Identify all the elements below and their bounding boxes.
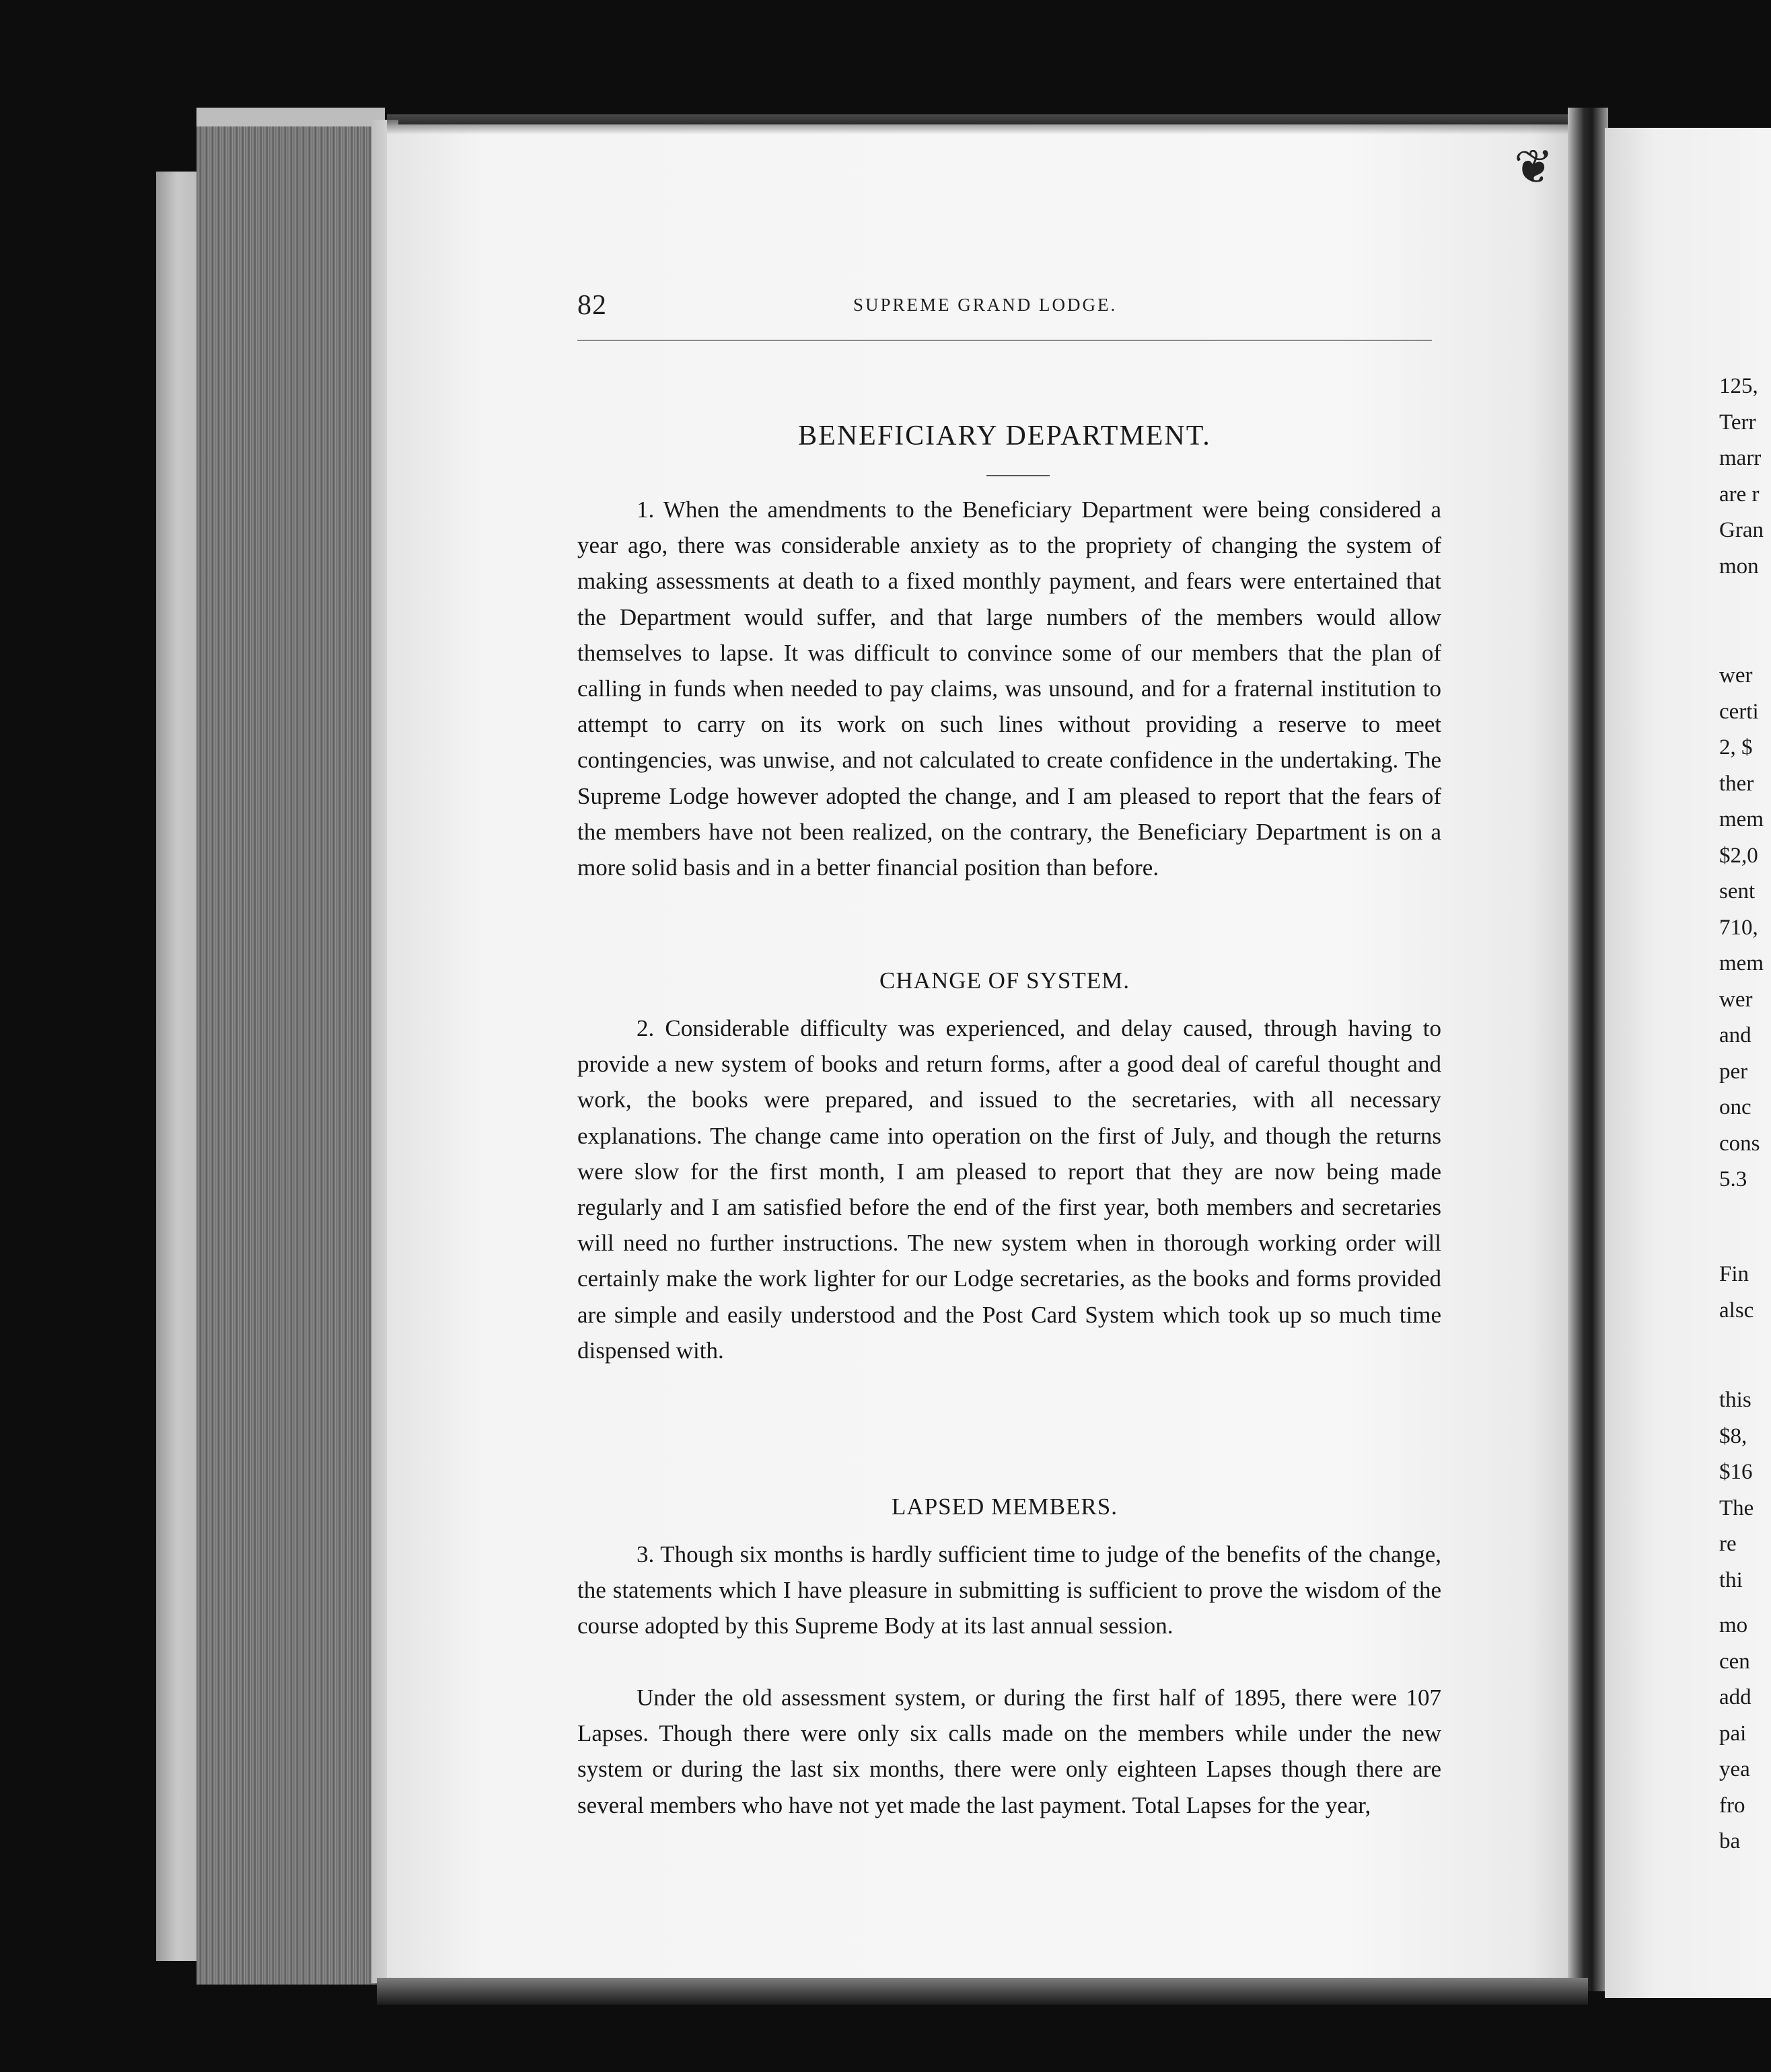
section-body [577,492,1441,885]
subheading-lapsed-members: LAPSED MEMBERS. [892,1493,1118,1520]
paragraph: 1. When the amendments to the Beneficiary Department were being considered a year ago, there was considerable anxiety as to the propriety of changing the system of making assessments at death to a fixed monthly payment, and fears were entertained that the Department would suffer, and that large numbers of the members would allow themselves to lapse. It was difficult to convince some of our members that the plan of calling in funds when needed to pay claims, was unsound, and for a fraternal institution to attempt to carry on its work on such lines without providing a reserve to meet contingencies, was unwise, and not calculated to create confidence in the undertaking. The Supreme Lodge however adopted the change, and I am pleased to report that the fears of the members have not been realized, on the contrary, the Beneficiary Department is on a more solid basis and in a better financial position than before. [577,496,1441,881]
fragment-line: Terr [1719,410,1756,435]
page-bottom-shadow [377,1978,1588,2005]
fragment-line: onc [1719,1095,1751,1119]
fragment-line: cons [1719,1131,1760,1156]
fragment-line: 5.3 [1719,1167,1747,1191]
fragment-line: Fin [1719,1262,1749,1286]
fragment-line: alsc [1719,1298,1754,1323]
fragment-line: fro [1719,1793,1745,1818]
fragment-line: Gran [1719,518,1764,542]
fragment-line: re [1719,1532,1737,1556]
fragment-line: yea [1719,1757,1750,1781]
paragraph: Under the old assessment system, or during the first half of 1895, there were 107 Lapses. Though there were only six calls made on the members while under the new system or during the last six months, there were only eighteen Lapses though there are several members who have not yet made the last payment. Total Lapses for the year, [577,1685,1441,1818]
section-heading: BENEFICIARY DEPARTMENT. [798,420,1211,451]
running-head [577,289,1432,330]
fragment-line: $8, [1719,1423,1747,1448]
fragment-line: 710, [1719,915,1758,940]
fragment-line: this [1719,1388,1751,1412]
facing-page-fragment [1719,1382,1771,1598]
paragraph: 2. Considerable difficulty was experienced, and delay caused, through having to provide a new system of books and return forms, after a good deal of careful thought and work, the books were prepared, and issued to the secretaries, with all necessary explanations. The change came into operation on the first of July, and though the returns were slow for the first month, I am pleased to report that they are now being made regularly and I am satisfied before the end of the first year, both members and secretaries will need no further instructions. The new system when in thorough working order will certainly make the work lighter for our Lodge secretaries, as the books and forms provided are simple and easily understood and the Post Card System which took up so much time dispensed with. [577,1015,1441,1364]
fragment-line: wer [1719,987,1753,1012]
book-page-stack [196,108,385,1985]
fragment-line: certi [1719,699,1759,724]
head-rule [577,340,1432,341]
fragment-line: 125, [1719,374,1758,398]
facing-page-fragment [1719,1257,1771,1329]
section-body [577,1010,1441,1368]
fragment-line: mem [1719,951,1764,975]
fragment-line: mon [1719,554,1759,579]
fragment-line: wer [1719,663,1753,688]
fragment-line: $2,0 [1719,843,1758,868]
page-stack-top [196,108,385,126]
fragment-line: The [1719,1495,1754,1520]
section-body [577,1680,1441,1823]
fragment-line: pai [1719,1721,1747,1746]
fragment-line: mem [1719,807,1764,831]
facing-page-fragment [1719,1608,1771,1860]
clip-mark-icon: ❦ [1514,142,1554,194]
fragment-line: add [1719,1685,1751,1709]
fragment-line: are r [1719,482,1760,507]
facing-page-fragment [1719,369,1771,585]
fragment-line: ba [1719,1829,1741,1853]
fragment-line: per [1719,1059,1748,1084]
fragment-line: 2, $ [1719,735,1753,760]
facing-page-fragment [1719,658,1771,1198]
page-top-shadow [387,114,1578,135]
fragment-line: sent [1719,879,1756,903]
fragment-line: cen [1719,1649,1750,1674]
fragment-line: ther [1719,771,1754,796]
fragment-line: and [1719,1023,1751,1047]
book-gutter [1568,108,1608,1991]
page-number: 82 [577,290,607,321]
heading-rule [986,475,1050,476]
running-title: SUPREME GRAND LODGE. [853,295,1118,315]
fragment-line: thi [1719,1567,1743,1592]
fragment-line: $16 [1719,1460,1753,1484]
section-body [577,1537,1441,1644]
fragment-line: marr [1719,446,1762,470]
fragment-line: mo [1719,1613,1748,1637]
paragraph: 3. Though six months is hardly sufficient time to judge of the benefits of the change, the statements which I have pleasure in submitting is sufficient to prove the wisdom of the course adopted by this Supreme Body at its last annual session. [577,1541,1441,1639]
subheading-change-of-system: CHANGE OF SYSTEM. [879,967,1130,994]
